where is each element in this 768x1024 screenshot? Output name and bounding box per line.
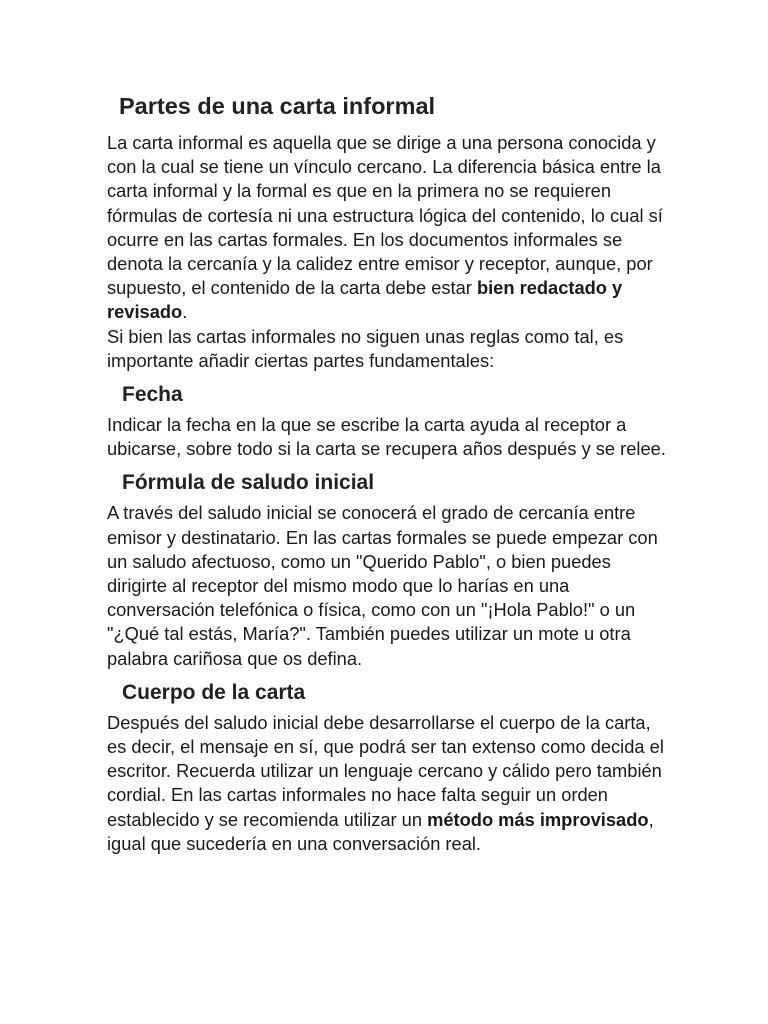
section-heading-saludo: Fórmula de saludo inicial <box>122 471 375 495</box>
cuerpo-text-end: , igual que sucedería en una conversación real. <box>107 808 654 854</box>
section-text-cuerpo <box>107 711 667 856</box>
intro-second-paragraph: Si bien las cartas informales no siguen unas reglas como tal, es importante añadir ciertas partes fundamentales: <box>107 325 624 371</box>
intro-paragraph <box>107 131 667 373</box>
page-title: Partes de una carta informal <box>119 93 436 119</box>
cuerpo-text: Después del saludo inicial debe desarrollarse el cuerpo de la carta, es decir, el mensaje en sí, que podrá ser tan extenso como decida el escritor. Recuerda utilizar un lenguaje cercano y cálido pero también cordial. En las cartas informales no hace falta seguir un orden establecido y se recomienda utilizar un <box>107 711 664 830</box>
section-text-saludo: A través del saludo inicial se conocerá el grado de cercanía entre emisor y destinatario. En las cartas formales se puede empezar con un saludo afectuoso, como un "Querido Pablo", o bien puedes dirigirte al receptor del mismo modo que lo harías en una conversación telefónica o física, como con un "¡Hola Pablo!" o un "¿Qué tal estás, María?". También puedes utilizar un mote u otra palabra cariñosa que os defina. <box>107 502 658 669</box>
section-heading-cuerpo: Cuerpo de la carta <box>122 680 306 704</box>
document-page <box>107 88 667 856</box>
intro-text-end: . <box>182 301 188 323</box>
cuerpo-bold-text: método más improvisado <box>427 808 649 830</box>
section-heading-fecha: Fecha <box>122 383 183 407</box>
intro-bold-text: bien redactado y revisado <box>107 277 623 323</box>
section-text-fecha: Indicar la fecha en la que se escribe la carta ayuda al receptor a ubicarse, sobre todo si la carta se recupera años después y se relee. <box>107 414 666 460</box>
intro-text: La carta informal es aquella que se dirige a una persona conocida y con la cual se tiene un vínculo cercano. La diferencia básica entre la carta informal y la formal es que en la primera no se requieren fórmulas de cortesía ni una estructura lógica del contenido, lo cual sí ocurre en las cartas formales. En los documentos informales se denota la cercanía y la calidez entre emisor y receptor, aunque, por supuesto, el contenido de la carta debe estar <box>107 132 663 299</box>
